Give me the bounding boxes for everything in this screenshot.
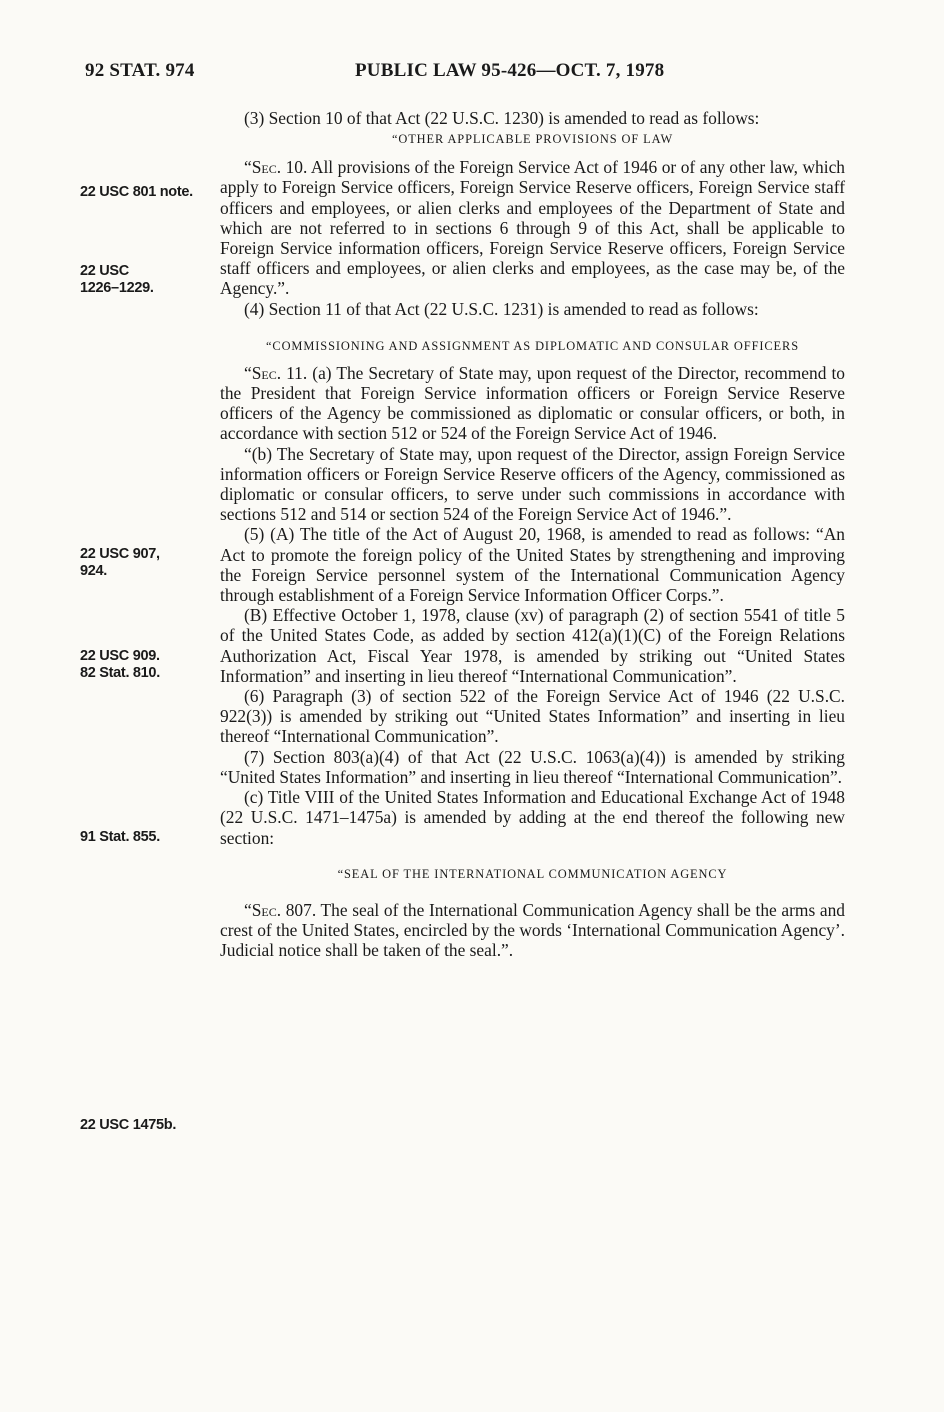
sec-label: “Sec. <box>244 899 282 920</box>
section-10-text: 10. All provisions of the Foreign Service Act of 1946 or of any other law, which apply to Foreign Service officers, Foreign Service Reserve officers, Foreign Service staff officers and employees, or alien clerks and employees of the Department of State and which are not referred to in sections 6 through 9 of this Act, shall be applicable to Foreign Service information officers, Foreign Service Reserve officers, Foreign Service staff officers and employees, or alien clerks and employees, as the case may be, of the Agency.”. <box>220 157 845 299</box>
section-10 <box>220 157 845 298</box>
section-11a-text: 11. (a) The Secretary of State may, upon request of the Director, recommend to the President that Foreign Service information officers or Foreign Service Reserve officers of the Agency be commissioned as diplomatic or consular officers, or both, in accordance with section 512 or 524 of the Foreign Service Act of 1946. <box>220 362 845 444</box>
paragraph-3: (3) Section 10 of that Act (22 U.S.C. 1230) is amended to read as follows: <box>244 108 760 128</box>
section-heading: “SEAL OF THE INTERNATIONAL COMMUNICATION AGENCY <box>337 866 728 881</box>
paragraph-c: (c) Title VIII of the United States Information and Educational Exchange Act of 1948 (22 U.S.C. 1471–1475a) is amended by adding at the end thereof the following new section: <box>220 787 845 848</box>
margin-note: 22 USC 1226–1229. <box>80 263 154 296</box>
section-heading: “COMMISSIONING AND ASSIGNMENT AS DIPLOMATIC AND CONSULAR OFFICERS <box>266 338 799 353</box>
margin-note: 22 USC 1475b. <box>80 1117 177 1133</box>
sec-label: “Sec. <box>244 362 282 383</box>
section-11a <box>220 363 845 444</box>
paragraph-5b: (B) Effective October 1, 1978, clause (xv) of paragraph (2) of section 5541 of title 5 of the United States Code, as added by section 412(a)(1)(C) of the Foreign Relations Authorization Act, Fiscal Year 1978, is amended by striking out “United States Information” and inserting in lieu thereof “International Communication”. <box>220 605 845 686</box>
page-title: PUBLIC LAW 95-426—OCT. 7, 1978 <box>355 60 665 81</box>
body-text <box>220 108 845 960</box>
section-807 <box>220 900 845 961</box>
margin-note: 22 USC 801 note. <box>80 184 193 200</box>
section-11b: “(b) The Secretary of State may, upon request of the Director, assign Foreign Service information officers or Foreign Service Reserve officers of the Agency, commissioned as diplomatic or consular officers, to serve under such commissions in accordance with sections 512 and 514 or section 524 of the Foreign Service Act of 1946.”. <box>220 443 845 525</box>
section-807-text: 807. The seal of the International Communication Agency shall be the arms and crest of the United States, encircled by the words ‘International Communication Agency’. Judicial notice shall be taken of the seal.”. <box>220 899 845 961</box>
margin-note: 22 USC 909. 82 Stat. 810. <box>80 648 160 681</box>
margin-note: 22 USC 907, 924. <box>80 546 160 579</box>
paragraph-6: (6) Paragraph (3) of section 522 of the Foreign Service Act of 1946 (22 U.S.C. 922(3)) is amended by striking out “United States Information” and inserting in lieu thereof “International Communication”. <box>220 686 845 747</box>
paragraph-7: (7) Section 803(a)(4) of that Act (22 U.S.C. 1063(a)(4)) is amended by striking “United States Information” and inserting in lieu thereof “International Communication”. <box>220 746 845 787</box>
paragraph-5a: (5) (A) The title of the Act of August 20, 1968, is amended to read as follows: “An Act to promote the foreign policy of the United States by strengthening and improving the Foreign Service personnel system of the International Communication Agency through establishment of a Foreign Service Information Officer Corps.”. <box>220 524 845 606</box>
paragraph-4: (4) Section 11 of that Act (22 U.S.C. 1231) is amended to read as follows: <box>244 298 759 319</box>
stat-reference: 92 STAT. 974 <box>85 60 195 81</box>
sec-label: “Sec. <box>244 157 282 178</box>
section-heading: “OTHER APPLICABLE PROVISIONS OF LAW <box>391 132 674 147</box>
margin-note: 91 Stat. 855. <box>80 829 160 845</box>
